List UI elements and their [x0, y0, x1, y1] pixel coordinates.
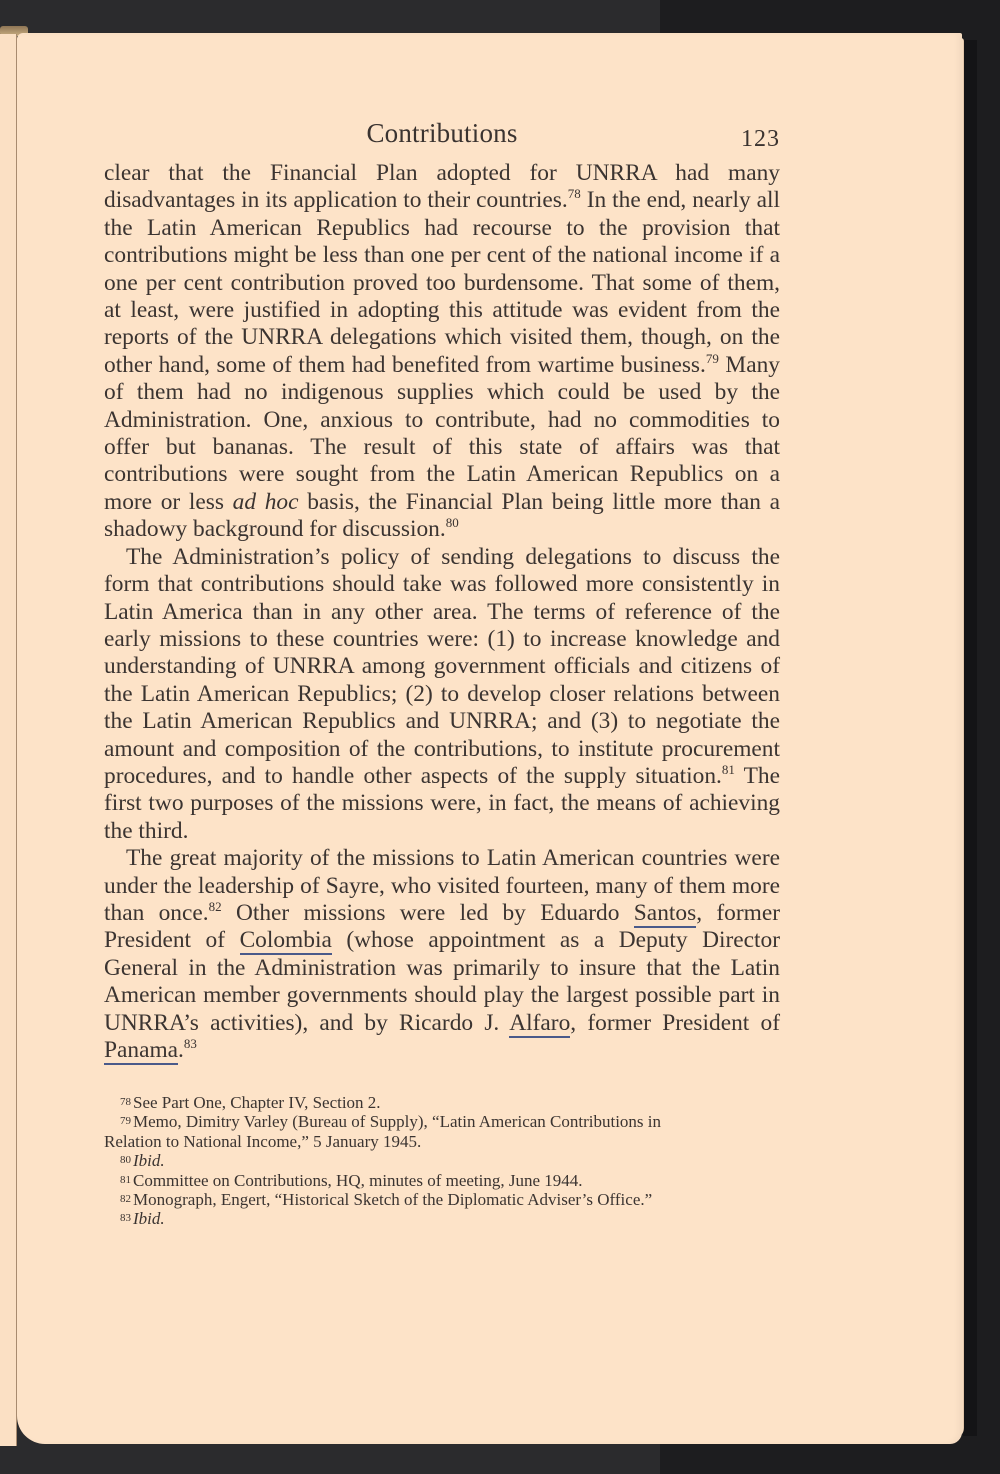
text-run: clear that the Financial Plan adopted for UNRRA had many disadvantages in its application to their countries.: [104, 160, 780, 214]
italic-phrase: ad hoc: [232, 488, 299, 515]
footnote-reference[interactable]: 78: [567, 186, 581, 202]
footnote-number: 78: [120, 1096, 131, 1108]
footnote-text: Memo, Dimitry Varley (Bureau of Supply), “Latin American Contributions in: [133, 1112, 662, 1132]
text-run: (whose appointment as a Deputy Director General in the Administration was primarily to insure that the Latin American member governments should play the largest possible part in UNRRA’s activities), and by Ricardo J.: [104, 927, 781, 1036]
footnote: [104, 1151, 780, 1170]
text-run: basis, the Financial Plan being little more than a shadowy background for discussion.: [104, 488, 780, 543]
text-run: The first two purposes of the missions were, in fact, the means of achieving the third.: [104, 762, 780, 844]
footnote: [104, 1093, 780, 1112]
footnote-text: Committee on Contributions, HQ, minutes of meeting, June 1944.: [133, 1170, 583, 1190]
running-title: Contributions: [366, 118, 518, 148]
footnote-reference[interactable]: 82: [208, 898, 222, 914]
text-run: .: [178, 1037, 184, 1063]
footnote-reference[interactable]: 79: [705, 350, 719, 366]
footnote-number: 79: [120, 1115, 131, 1128]
footnotes: [104, 1093, 780, 1229]
footnote: [104, 1209, 780, 1228]
footnote-text: See Part One, Chapter IV, Section 2.: [133, 1093, 381, 1112]
footnote-text-italic: Ibid.: [133, 1209, 165, 1229]
text-run: In the end, nearly all the Latin American Republics had recourse to the provision that contributions might be less than one per cent of the national income if a one per cent contribution proved too burdensome. That some of them, at least, were justified in adopting this attitude was evident from the reports of the UNRRA delegations which visited them, though, on the other hand, some of them had benefited from wartime business.: [104, 187, 780, 378]
footnote-reference[interactable]: 83: [183, 1036, 197, 1051]
footnote-number: 80: [120, 1154, 131, 1167]
footnote: [104, 1112, 780, 1131]
running-head: [104, 118, 780, 154]
footnote-number: 81: [120, 1173, 131, 1186]
text-run: Many of them had no indigenous supplies which could be used by the Administration. One, anxious to contribute, had no commodities to offer but bananas. The result of this state of affairs was that contributions were sought from the Latin American Republics on a more or less: [104, 351, 781, 515]
body-text: [104, 160, 780, 1064]
footnote-reference[interactable]: 80: [445, 515, 459, 531]
book-fore-edge-shadow: [963, 40, 977, 1436]
paragraph: [104, 160, 780, 544]
text-run: The Administration’s policy of sending delegations to discuss the form that contributions should take was followed more consistently in Latin America than in any other area. The terms of reference of the early missions to these countries were: (1) to increase knowledge and understanding of UNRRA among government officials and citizens of the Latin American Republics; (2) to develop closer relations between the Latin American Republics and UNRRA; and (3) to negotiate the amount and composition of the contributions, to institute procurement procedures, and to handle other aspects of the supply situation.: [104, 543, 780, 789]
text-run: The great majority of the missions to Latin American countries were under the leadership of Sayre, who visited fourteen, many of them more than once.: [104, 845, 780, 926]
pen-underlined-word: Alfaro: [509, 1009, 571, 1036]
text-run: , former President of: [104, 899, 781, 954]
page-number: 123: [741, 126, 780, 152]
paragraph: [104, 544, 780, 845]
pen-underlined-word: Colombia: [239, 927, 332, 954]
footnote: [104, 1190, 780, 1209]
footnote-number: 83: [120, 1212, 131, 1225]
footnote-continuation: Relation to National Income,” 5 January 1945.: [104, 1131, 422, 1151]
text-run: Other missions were led by Eduardo: [221, 899, 634, 926]
text-run: , former President of: [570, 1009, 780, 1036]
previous-page-edge: [0, 34, 17, 1446]
footnote-text-italic: Ibid.: [133, 1151, 165, 1171]
footnote-reference[interactable]: 81: [721, 761, 735, 777]
footnote-number: 82: [120, 1193, 131, 1206]
footnote-text: Monograph, Engert, “Historical Sketch of the Diplomatic Adviser’s Office.”: [133, 1190, 653, 1210]
footnote: [104, 1171, 780, 1190]
pen-underlined-word: Santos: [633, 899, 697, 926]
pen-underlined-word: Panama: [104, 1037, 179, 1063]
paragraph: [104, 845, 780, 1064]
